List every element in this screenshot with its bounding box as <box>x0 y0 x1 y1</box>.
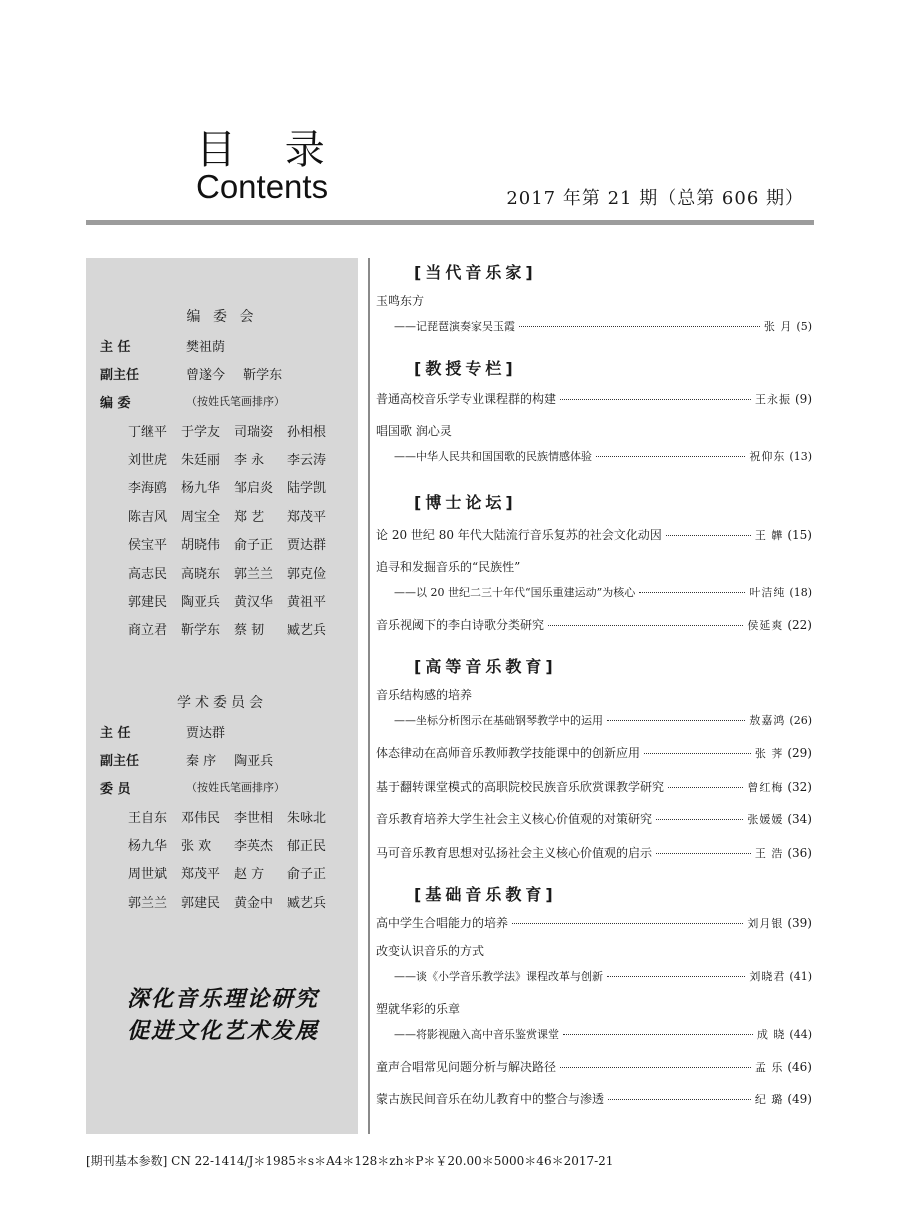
article-title: 论 20 世纪 80 年代大陆流行音乐复苏的社会文化动因 <box>376 528 662 542</box>
toc-entry[interactable] <box>376 616 812 633</box>
article-author: 王永振 <box>755 393 791 406</box>
person-name: 李英杰 <box>234 839 274 855</box>
toc-entry[interactable] <box>394 584 812 600</box>
article-page: (46) <box>787 1060 812 1074</box>
person-name: 郭建民 <box>181 895 221 911</box>
person-name: 靳学东 <box>181 623 221 639</box>
name-row <box>128 586 348 614</box>
page-title-english: Contents <box>196 168 329 205</box>
sort-note: （按姓氏笔画排序） <box>186 781 285 794</box>
toc-entry[interactable] <box>394 712 812 728</box>
article-author: 孟 乐 <box>754 1061 784 1074</box>
sidebar <box>86 258 358 1134</box>
sort-note: （按姓氏笔画排序） <box>186 395 285 408</box>
article-subtitle: ——中华人民共和国国歌的民族情感体验 <box>394 450 592 463</box>
person-name: 李海鸥 <box>128 481 168 497</box>
person-name: 高志民 <box>128 566 168 582</box>
person-name: 司瑞姿 <box>234 424 274 440</box>
name-row <box>128 615 348 643</box>
article-page: (26) <box>789 714 812 727</box>
issue-info: 2017 年第 21 期（总第 606 期） <box>506 188 804 209</box>
person-name: 黄汉华 <box>234 595 274 611</box>
article-title: 改变认识音乐的方式 <box>376 944 485 958</box>
person-name: 李云涛 <box>287 453 327 469</box>
person-name: 郭兰兰 <box>234 566 274 582</box>
person-name: 陆学凯 <box>287 481 327 497</box>
article-title: 塑就华彩的乐章 <box>376 1002 461 1016</box>
role-label: 主 任 <box>100 339 131 355</box>
article-title: 高中学生合唱能力的培养 <box>376 916 509 930</box>
leader-dots <box>656 819 743 820</box>
name-row <box>128 530 348 558</box>
person-name: 朱咏北 <box>287 810 327 826</box>
article-title: 音乐视阈下的李白诗歌分类研究 <box>376 618 545 632</box>
toc-entry[interactable] <box>394 448 812 464</box>
article-author: 张媛媛 <box>747 813 784 826</box>
person-name: 丁继平 <box>128 424 168 440</box>
academic-members-grid <box>128 802 348 916</box>
academic-chief-row <box>100 720 239 742</box>
article-title: 马可音乐教育思想对弘扬社会主义核心价值观的启示 <box>376 846 653 860</box>
person-name: 于学友 <box>181 424 221 440</box>
category-heading: [高等音乐教育] <box>414 657 557 676</box>
slogan-line: 促进文化艺术发展 <box>126 1019 319 1044</box>
person-name: 郭建民 <box>128 595 168 611</box>
article-author: 纪 璐 <box>754 1093 784 1106</box>
person-name: 杨九华 <box>181 481 221 497</box>
article-page: (9) <box>795 392 812 406</box>
name-row <box>128 830 348 858</box>
toc-entry[interactable] <box>394 318 812 334</box>
name-row <box>128 887 348 915</box>
academic-deputy-row <box>100 748 287 770</box>
leader-dots <box>656 853 751 854</box>
person-name: 孙相根 <box>287 424 327 440</box>
editorial-members-grid <box>128 416 348 643</box>
person-name: 樊祖荫 <box>186 339 226 355</box>
role-label: 主 任 <box>100 725 131 741</box>
person-name: 高晓东 <box>181 566 221 582</box>
toc-entry[interactable] <box>394 968 812 984</box>
toc-entry[interactable] <box>394 1026 812 1042</box>
name-row <box>128 473 348 501</box>
article-author: 刘晓君 <box>749 970 786 983</box>
person-name: 刘世虎 <box>128 453 168 469</box>
person-name: 侯宝平 <box>128 538 168 554</box>
article-title: 蒙古族民间音乐在幼儿教育中的整合与渗透 <box>376 1092 605 1106</box>
person-name: 胡晓伟 <box>181 538 221 554</box>
article-title: 玉鸣东方 <box>376 294 425 308</box>
person-name: 郁正民 <box>287 839 327 855</box>
article-author: 王 浩 <box>754 847 784 860</box>
article-page: (39) <box>787 916 812 930</box>
person-name: 郑茂平 <box>287 509 327 525</box>
person-name: 贾达群 <box>186 725 226 741</box>
article-title: 普通高校音乐学专业课程群的构建 <box>376 392 557 406</box>
article-page: (36) <box>787 846 812 860</box>
person-name: 商立君 <box>128 623 168 639</box>
person-name: 郭兰兰 <box>128 895 168 911</box>
person-name: 陈吉风 <box>128 509 168 525</box>
academic-board-title: 学术委员会 <box>177 695 267 711</box>
person-name: 周世斌 <box>128 867 168 883</box>
name-row <box>128 501 348 529</box>
toc-entry[interactable] <box>376 844 812 861</box>
leader-dots <box>608 1099 751 1100</box>
article-title: 唱国歌 润心灵 <box>376 424 452 438</box>
article-subtitle: ——谈《小学音乐教学法》课程改革与创新 <box>394 970 603 983</box>
leader-dots <box>519 326 760 327</box>
article-author: 刘月银 <box>747 917 784 930</box>
editorial-deputy-row <box>100 362 296 384</box>
category-heading: [博士论坛] <box>414 493 517 512</box>
article-author: 张 月 <box>763 320 793 333</box>
page-title: 目 录 <box>196 127 343 173</box>
leader-dots <box>644 753 751 754</box>
person-name: 李世相 <box>234 810 274 826</box>
toc-entry[interactable] <box>376 778 812 795</box>
person-name: 秦 序 <box>186 753 217 769</box>
person-name: 朱廷丽 <box>181 453 221 469</box>
leader-dots <box>596 456 745 457</box>
article-title: 追寻和发掘音乐的“民族性” <box>376 560 521 574</box>
toc-entry[interactable] <box>376 744 812 761</box>
article-page: (32) <box>787 780 812 794</box>
person-name: 邹启炎 <box>234 481 274 497</box>
person-name: 邓伟民 <box>181 810 221 826</box>
article-title: 音乐结构感的培养 <box>376 688 473 702</box>
header-rule <box>86 220 814 225</box>
person-name: 郑 艺 <box>234 509 265 525</box>
name-row <box>128 444 348 472</box>
person-name: 李 永 <box>234 453 265 469</box>
article-page: (15) <box>787 528 812 542</box>
article-author: 叶洁纯 <box>749 586 786 599</box>
editorial-chief-row <box>100 334 239 356</box>
person-name: 俞子正 <box>287 867 327 883</box>
person-name: 郑茂平 <box>181 867 221 883</box>
article-page: (22) <box>787 618 812 632</box>
person-name: 黄金中 <box>234 895 274 911</box>
leader-dots <box>548 625 743 626</box>
slogan-line: 深化音乐理论研究 <box>126 987 319 1012</box>
person-name: 周宝全 <box>181 509 221 525</box>
role-label: 委 员 <box>100 781 131 797</box>
person-name: 俞子正 <box>234 538 274 554</box>
leader-dots <box>560 1067 751 1068</box>
category-heading: [当代音乐家] <box>414 263 537 282</box>
article-page: (41) <box>789 970 812 983</box>
toc-entry[interactable] <box>376 914 812 931</box>
article-title: 体态律动在高师音乐教师教学技能课中的创新应用 <box>376 746 641 760</box>
person-name: 赵 方 <box>234 867 265 883</box>
category-heading: [基础音乐教育] <box>414 885 557 904</box>
article-page: (29) <box>787 746 812 760</box>
editorial-board-title: 编 委 会 <box>186 309 258 325</box>
article-page: (5) <box>796 320 812 333</box>
article-title: 童声合唱常见问题分析与解决路径 <box>376 1060 557 1074</box>
article-subtitle: ——坐标分析图示在基础钢琴教学中的运用 <box>394 714 603 727</box>
article-author: 曾红梅 <box>747 781 784 794</box>
person-name: 蔡 韧 <box>234 623 265 639</box>
article-author: 张 荠 <box>754 747 784 760</box>
article-title: 音乐教育培养大学生社会主义核心价值观的对策研究 <box>376 812 653 826</box>
leader-dots <box>639 592 745 593</box>
article-page: (34) <box>787 812 812 826</box>
toc-entry[interactable] <box>376 390 812 407</box>
person-name: 黄祖平 <box>287 595 327 611</box>
person-name: 臧艺兵 <box>287 623 327 639</box>
name-row <box>128 558 348 586</box>
name-row <box>128 859 348 887</box>
role-label: 编 委 <box>100 395 131 411</box>
article-page: (44) <box>789 1028 812 1041</box>
person-name: 曾遂今 <box>186 367 226 383</box>
article-title: 基于翻转课堂模式的高职院校民族音乐欣赏课教学研究 <box>376 780 665 794</box>
article-author: 侯延爽 <box>747 619 784 632</box>
person-name: 郭克俭 <box>287 566 327 582</box>
toc-entry[interactable] <box>376 1058 812 1075</box>
article-subtitle: ——记琵琶演奏家吴玉霞 <box>394 320 515 333</box>
person-name: 陶亚兵 <box>234 753 274 769</box>
person-name: 张 欢 <box>181 839 212 855</box>
person-name: 靳学东 <box>243 367 283 383</box>
person-name: 贾达群 <box>287 538 327 554</box>
article-page: (18) <box>789 586 812 599</box>
toc-entry[interactable] <box>376 526 812 543</box>
leader-dots <box>512 923 743 924</box>
person-name: 臧艺兵 <box>287 895 327 911</box>
person-name: 杨九华 <box>128 839 168 855</box>
article-author: 王 韡 <box>754 529 784 542</box>
toc-entry[interactable] <box>376 810 812 827</box>
leader-dots <box>666 535 751 536</box>
role-label: 副主任 <box>100 367 140 383</box>
editorial-members-row <box>100 390 285 412</box>
person-name: 陶亚兵 <box>181 595 221 611</box>
article-page: (13) <box>789 450 812 463</box>
leader-dots <box>563 1034 753 1035</box>
journal-parameters: [期刊基本参数] CN 22-1414/J＊1985＊s＊A4＊128＊zh＊P＊￥20.00＊5000＊46＊2017-21 <box>86 1154 614 1168</box>
name-row <box>128 802 348 830</box>
slogan <box>100 984 346 1048</box>
article-page: (49) <box>787 1092 812 1106</box>
category-heading: [教授专栏] <box>414 359 517 378</box>
leader-dots <box>607 720 745 721</box>
article-author: 祝仰东 <box>749 450 786 463</box>
article-subtitle: ——以 20 世纪二三十年代“国乐重建运动”为核心 <box>394 586 636 599</box>
column-divider <box>368 258 370 1134</box>
leader-dots <box>560 399 751 400</box>
role-label: 副主任 <box>100 753 140 769</box>
leader-dots <box>668 787 743 788</box>
person-name: 王自东 <box>128 810 168 826</box>
article-author: 敖嘉鸿 <box>749 714 786 727</box>
leader-dots <box>607 976 745 977</box>
article-subtitle: ——将影视融入高中音乐鉴赏课堂 <box>394 1028 559 1041</box>
toc-entry[interactable] <box>376 1090 812 1107</box>
academic-members-row <box>100 776 285 798</box>
article-author: 成 晓 <box>756 1028 786 1041</box>
name-row <box>128 416 348 444</box>
